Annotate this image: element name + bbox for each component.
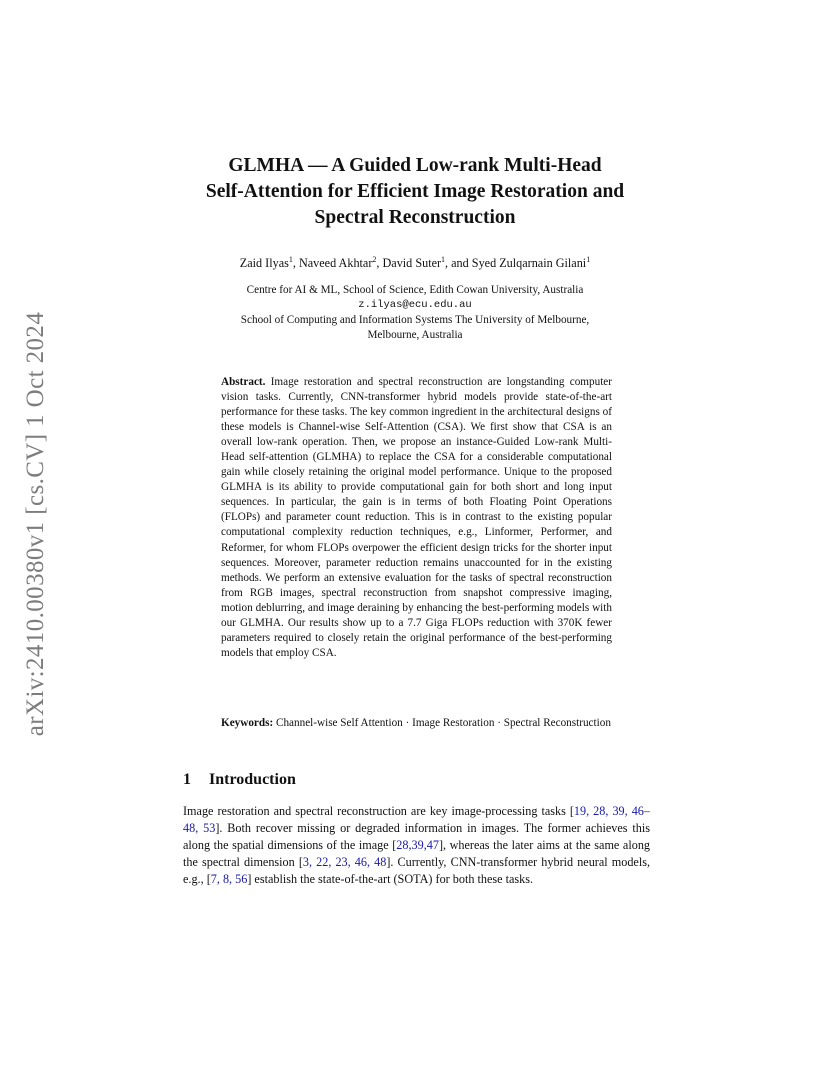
- author-separator: ,: [292, 256, 299, 271]
- paper-title: [160, 153, 670, 231]
- affiliation-1: Centre for AI & ML, School of Science, Edith Cowan University, Australia: [246, 284, 584, 296]
- arxiv-identifier: arXiv:2410.00380v1 [cs.CV] 1 Oct 2024: [22, 311, 49, 737]
- title-line-3: Spectral Reconstruction: [314, 207, 516, 228]
- author-separator: , and: [445, 256, 472, 271]
- arxiv-sidebar-stamp: [15, 294, 57, 754]
- intro-text: Image restoration and spectral reconstruction are key image-processing tasks [: [183, 804, 574, 818]
- author-affiliation-mark: 1: [586, 255, 591, 264]
- author-name: Naveed Akhtar: [298, 256, 373, 271]
- author-name: Syed Zulqarnain Gilani: [471, 256, 587, 271]
- abstract: [221, 375, 612, 661]
- affiliation-2: School of Computing and Information Systems The University of Melbourne,: [240, 314, 590, 326]
- author-affiliation-mark: 1: [441, 255, 446, 264]
- intro-text: ], whereas the later aims at the same along the spectral dimension [: [183, 837, 651, 869]
- title-line-1: GLMHA — A Guided Low-rank Multi-Head: [228, 155, 602, 176]
- citation-link[interactable]: 3, 22, 23, 46, 48: [302, 854, 387, 869]
- author-email[interactable]: z.ilyas@ecu.edu.au: [358, 299, 472, 311]
- intro-paragraph: [183, 803, 650, 888]
- section-title: Introduction: [209, 771, 296, 788]
- citation-link[interactable]: 7, 8, 56: [210, 871, 248, 886]
- citation-link[interactable]: 19, 28, 39, 46–48, 53: [183, 804, 650, 835]
- affiliation-2-location: Melbourne, Australia: [367, 329, 463, 341]
- abstract-text: Image restoration and spectral reconstruction are longstanding computer vision tasks. Currently, CNN-transformer hybrid models provide state-of-the-art performance for these tasks. The key common ingredient in the architectural designs of these models is Channel-wise Self-Attention (CSA). We first show that CSA is an overall low-rank operation. Then, we propose an instance-Guided Low-rank Multi-Head self-attention (GLMHA) to replace the CSA for a considerable computational gain while closely retaining the original model performance. Unique to the proposed GLMHA is its ability to provide computational gain for both short and long input sequences. In particular, the gain is in terms of both Floating Point Operations (FLOPs) and parameter count reduction. This is in contrast to the existing popular computational complexity reduction techniques, e.g., Linformer, Performer, and Reformer, for whom FLOPs overpower the efficient design tricks for the shorter input sequences. Moreover, parameter reduction remains unaccounted for in the existing methods. We perform an extensive evaluation for the tasks of spectral reconstruction from RGB images, spectral reconstruction from snapshot compressive imaging, motion deblurring, and image deraining by enhancing the best-performing models with our GLMHA. Our results show up to a 7.7 Giga FLOPs reduction with 370K fewer parameters required to closely retain the original performance of the best-performing models that employ CSA.: [221, 376, 612, 659]
- author-name: Zaid Ilyas: [239, 256, 289, 271]
- affiliations: [150, 283, 680, 343]
- citation-link[interactable]: 28,39,47: [396, 837, 439, 852]
- author-affiliation-mark: 2: [372, 255, 377, 264]
- author-separator: ,: [376, 256, 383, 271]
- section-number: 1: [183, 771, 191, 788]
- keywords-text: Channel-wise Self Attention · Image Restoration · Spectral Reconstruction: [276, 717, 611, 729]
- author-name: David Suter: [382, 256, 442, 271]
- author-list: [120, 255, 710, 271]
- section-heading: [183, 771, 296, 789]
- keywords: [221, 716, 612, 731]
- abstract-label: Abstract.: [221, 376, 266, 388]
- intro-text: ]. Both recover missing or degraded information in images. The former achieves this along the spatial dimensions of the image [: [183, 820, 651, 852]
- author-affiliation-mark: 1: [288, 255, 293, 264]
- intro-text: ]. Currently, CNN-transformer hybrid neural models, e.g., [: [183, 854, 651, 886]
- keywords-label: Keywords:: [221, 717, 274, 729]
- title-line-2: Self-Attention for Efficient Image Restoration and: [205, 181, 625, 202]
- intro-text: ] establish the state-of-the-art (SOTA) for both these tasks.: [247, 871, 533, 886]
